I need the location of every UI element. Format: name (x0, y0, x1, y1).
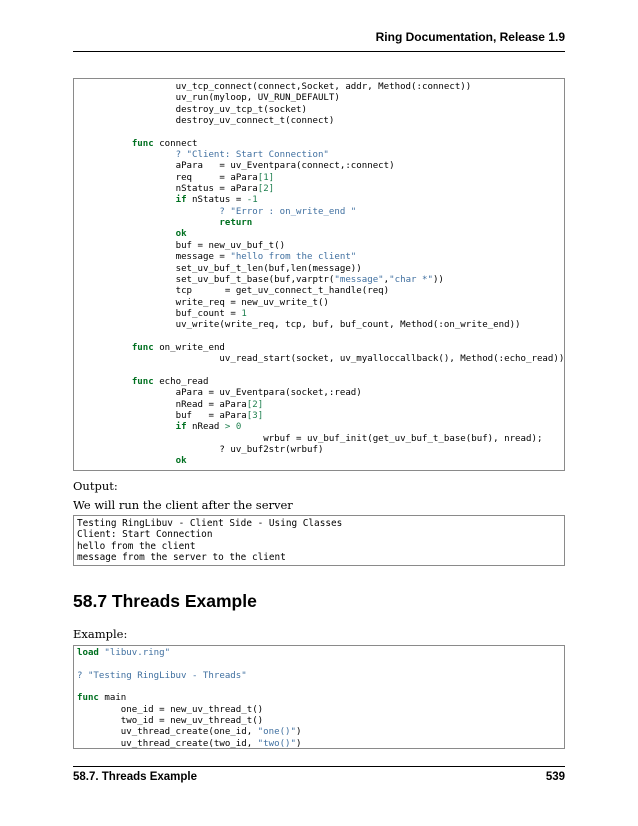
code-line (88, 207, 356, 217)
output-line: Testing RingLibuv - Client Side - Using Classes (77, 518, 343, 529)
output-label: Output: (73, 479, 118, 493)
code-string: ? "Client: Start Connection" (175, 150, 329, 161)
code-token: aPara = uv_Eventpara(connect,:connect) (88, 161, 395, 172)
code-token: nStatus = aPara (88, 184, 258, 195)
code-line (88, 241, 285, 251)
code-token: set_uv_buf_t_base(buf,varptr( (88, 274, 335, 285)
code-number: > 0 (224, 422, 242, 433)
header-rule (73, 51, 565, 52)
code-line (88, 173, 274, 183)
code-line (88, 150, 329, 160)
code-token: message = (88, 252, 231, 263)
code-line (88, 275, 444, 285)
code-number: 1 (241, 308, 247, 319)
code-line (88, 320, 521, 330)
code-number: [3] (246, 410, 264, 421)
code-token: buf = aPara (88, 410, 247, 421)
code-keyword: return (219, 218, 253, 229)
code-token: ) (296, 727, 302, 738)
code-string: "char *" (389, 274, 433, 285)
code-token: ? uv_buf2str(wrbuf) (88, 445, 324, 455)
code-keyword: ok (175, 229, 187, 240)
code-token (88, 229, 176, 239)
code-line (88, 309, 247, 319)
code-token: nRead (186, 422, 225, 433)
code-token: buf = new_uv_buf_t() (88, 240, 286, 251)
code-string: ? "Testing RingLibuv - Threads" (77, 670, 247, 681)
code-line (88, 411, 263, 421)
code-string: "message" (334, 274, 384, 285)
code-number: [2] (246, 399, 264, 410)
code-token: nStatus = (186, 195, 247, 206)
code-line (88, 82, 471, 92)
code-token: uv_thread_create(two_id, (77, 738, 258, 749)
code-keyword: if (175, 195, 187, 206)
code-number: -1 (246, 195, 258, 206)
code-token (88, 456, 176, 466)
code-token (88, 207, 219, 217)
code-token: destroy_uv_tcp_t(socket) (88, 104, 307, 115)
code-keyword: func (77, 693, 99, 704)
output-line: message from the server to the client (77, 552, 286, 564)
code-token: )) (432, 274, 444, 285)
code-string: "libuv.ring" (104, 648, 171, 658)
output-block (73, 515, 565, 566)
output-text (74, 516, 564, 563)
code-number: [2] (257, 184, 275, 195)
code-token: uv_thread_create(one_id, (77, 727, 258, 738)
output-line: Client: Start Connection (77, 529, 213, 541)
code-token: on_write_end (153, 342, 225, 353)
code-line (88, 400, 263, 410)
code-token: echo_read (153, 376, 209, 387)
code-number: [1] (257, 172, 275, 183)
output-line: hello from the client (77, 540, 196, 552)
code-line (88, 105, 307, 115)
code-token: two_id = new_uv_thread_t() (77, 716, 264, 727)
code-token: write_req = new_uv_write_t() (88, 297, 329, 308)
code-token: uv_run(myloop, UV_RUN_DEFAULT) (88, 93, 340, 104)
code-keyword: if (175, 422, 187, 433)
code-token: connect (153, 138, 198, 149)
footer-rule (73, 766, 565, 767)
code-line (88, 229, 187, 239)
code-line (88, 286, 389, 296)
page-number: 539 (545, 771, 565, 783)
code-token (88, 422, 176, 432)
code-string: "two()" (257, 738, 296, 749)
section-heading: 58.7 Threads Example (73, 591, 257, 611)
code-token (88, 150, 176, 160)
code-line (88, 252, 356, 262)
code-keyword: func (131, 138, 154, 149)
code-string: ? "Error : on_write_end " (219, 206, 357, 217)
code-line (88, 139, 198, 149)
code-line (88, 434, 542, 444)
running-header: Ring Documentation, Release 1.9 (375, 30, 565, 44)
code-token: set_uv_buf_t_len(buf,len(message)) (88, 263, 362, 274)
code-line (88, 445, 323, 455)
code-string: "hello from the client" (230, 252, 357, 263)
threads-code-block (73, 645, 565, 749)
threads-code (74, 646, 564, 749)
code-line (88, 354, 564, 364)
code-token (88, 218, 219, 228)
code-string: "one()" (257, 727, 296, 738)
code-token (88, 139, 132, 149)
code-line (88, 264, 362, 274)
code-token: tcp = get_uv_connect_t_handle(req) (88, 286, 390, 297)
code-keyword: func (131, 376, 154, 387)
code-token: req = aPara (88, 172, 258, 183)
code-line (88, 184, 274, 194)
code-line (88, 93, 340, 103)
code-token: buf_count = (88, 308, 242, 319)
code-token: , (383, 274, 390, 285)
code-line (88, 218, 252, 228)
code-keyword: load (77, 648, 99, 658)
code-line (88, 388, 362, 398)
client-note: We will run the client after the server (73, 498, 293, 512)
code-token: uv_write(write_req, tcp, buf, buf_count, Method(:on_write_end)) (88, 320, 521, 331)
code-line (88, 343, 225, 353)
code-line (77, 648, 170, 658)
code-line (88, 422, 241, 432)
code-line (88, 456, 187, 466)
example-label: Example: (73, 627, 128, 641)
code-line (77, 671, 247, 681)
code-token: nRead = aPara (88, 399, 247, 410)
code-keyword: func (131, 342, 154, 353)
code-line (88, 195, 258, 205)
code-token (88, 377, 132, 387)
code-token: uv_read_start(socket, uv_myalloccallback(), Method(:echo_read)) (88, 354, 565, 365)
code-line (77, 727, 301, 737)
code-line (88, 161, 395, 171)
client-code (74, 79, 564, 468)
code-token (88, 195, 176, 205)
code-line (77, 705, 263, 715)
code-line (77, 693, 126, 703)
client-code-block (73, 78, 565, 471)
footer-section: 58.7. Threads Example (73, 771, 198, 783)
code-line (77, 716, 263, 726)
code-token (88, 343, 132, 353)
code-line (88, 298, 329, 308)
code-token: destroy_uv_connect_t(connect) (88, 116, 335, 127)
code-line (88, 116, 334, 126)
code-token: one_id = new_uv_thread_t() (77, 704, 264, 715)
code-token: uv_tcp_connect(connect,Socket, addr, Method(:connect)) (88, 82, 472, 92)
code-token: main (98, 693, 127, 704)
code-token: ) (296, 738, 302, 749)
code-line (77, 739, 301, 749)
code-token: wrbuf = uv_buf_init(get_uv_buf_t_base(buf), nread); (88, 433, 543, 444)
code-keyword: ok (175, 456, 187, 467)
code-line (88, 377, 208, 387)
code-token: aPara = uv_Eventpara(socket,:read) (88, 388, 362, 399)
